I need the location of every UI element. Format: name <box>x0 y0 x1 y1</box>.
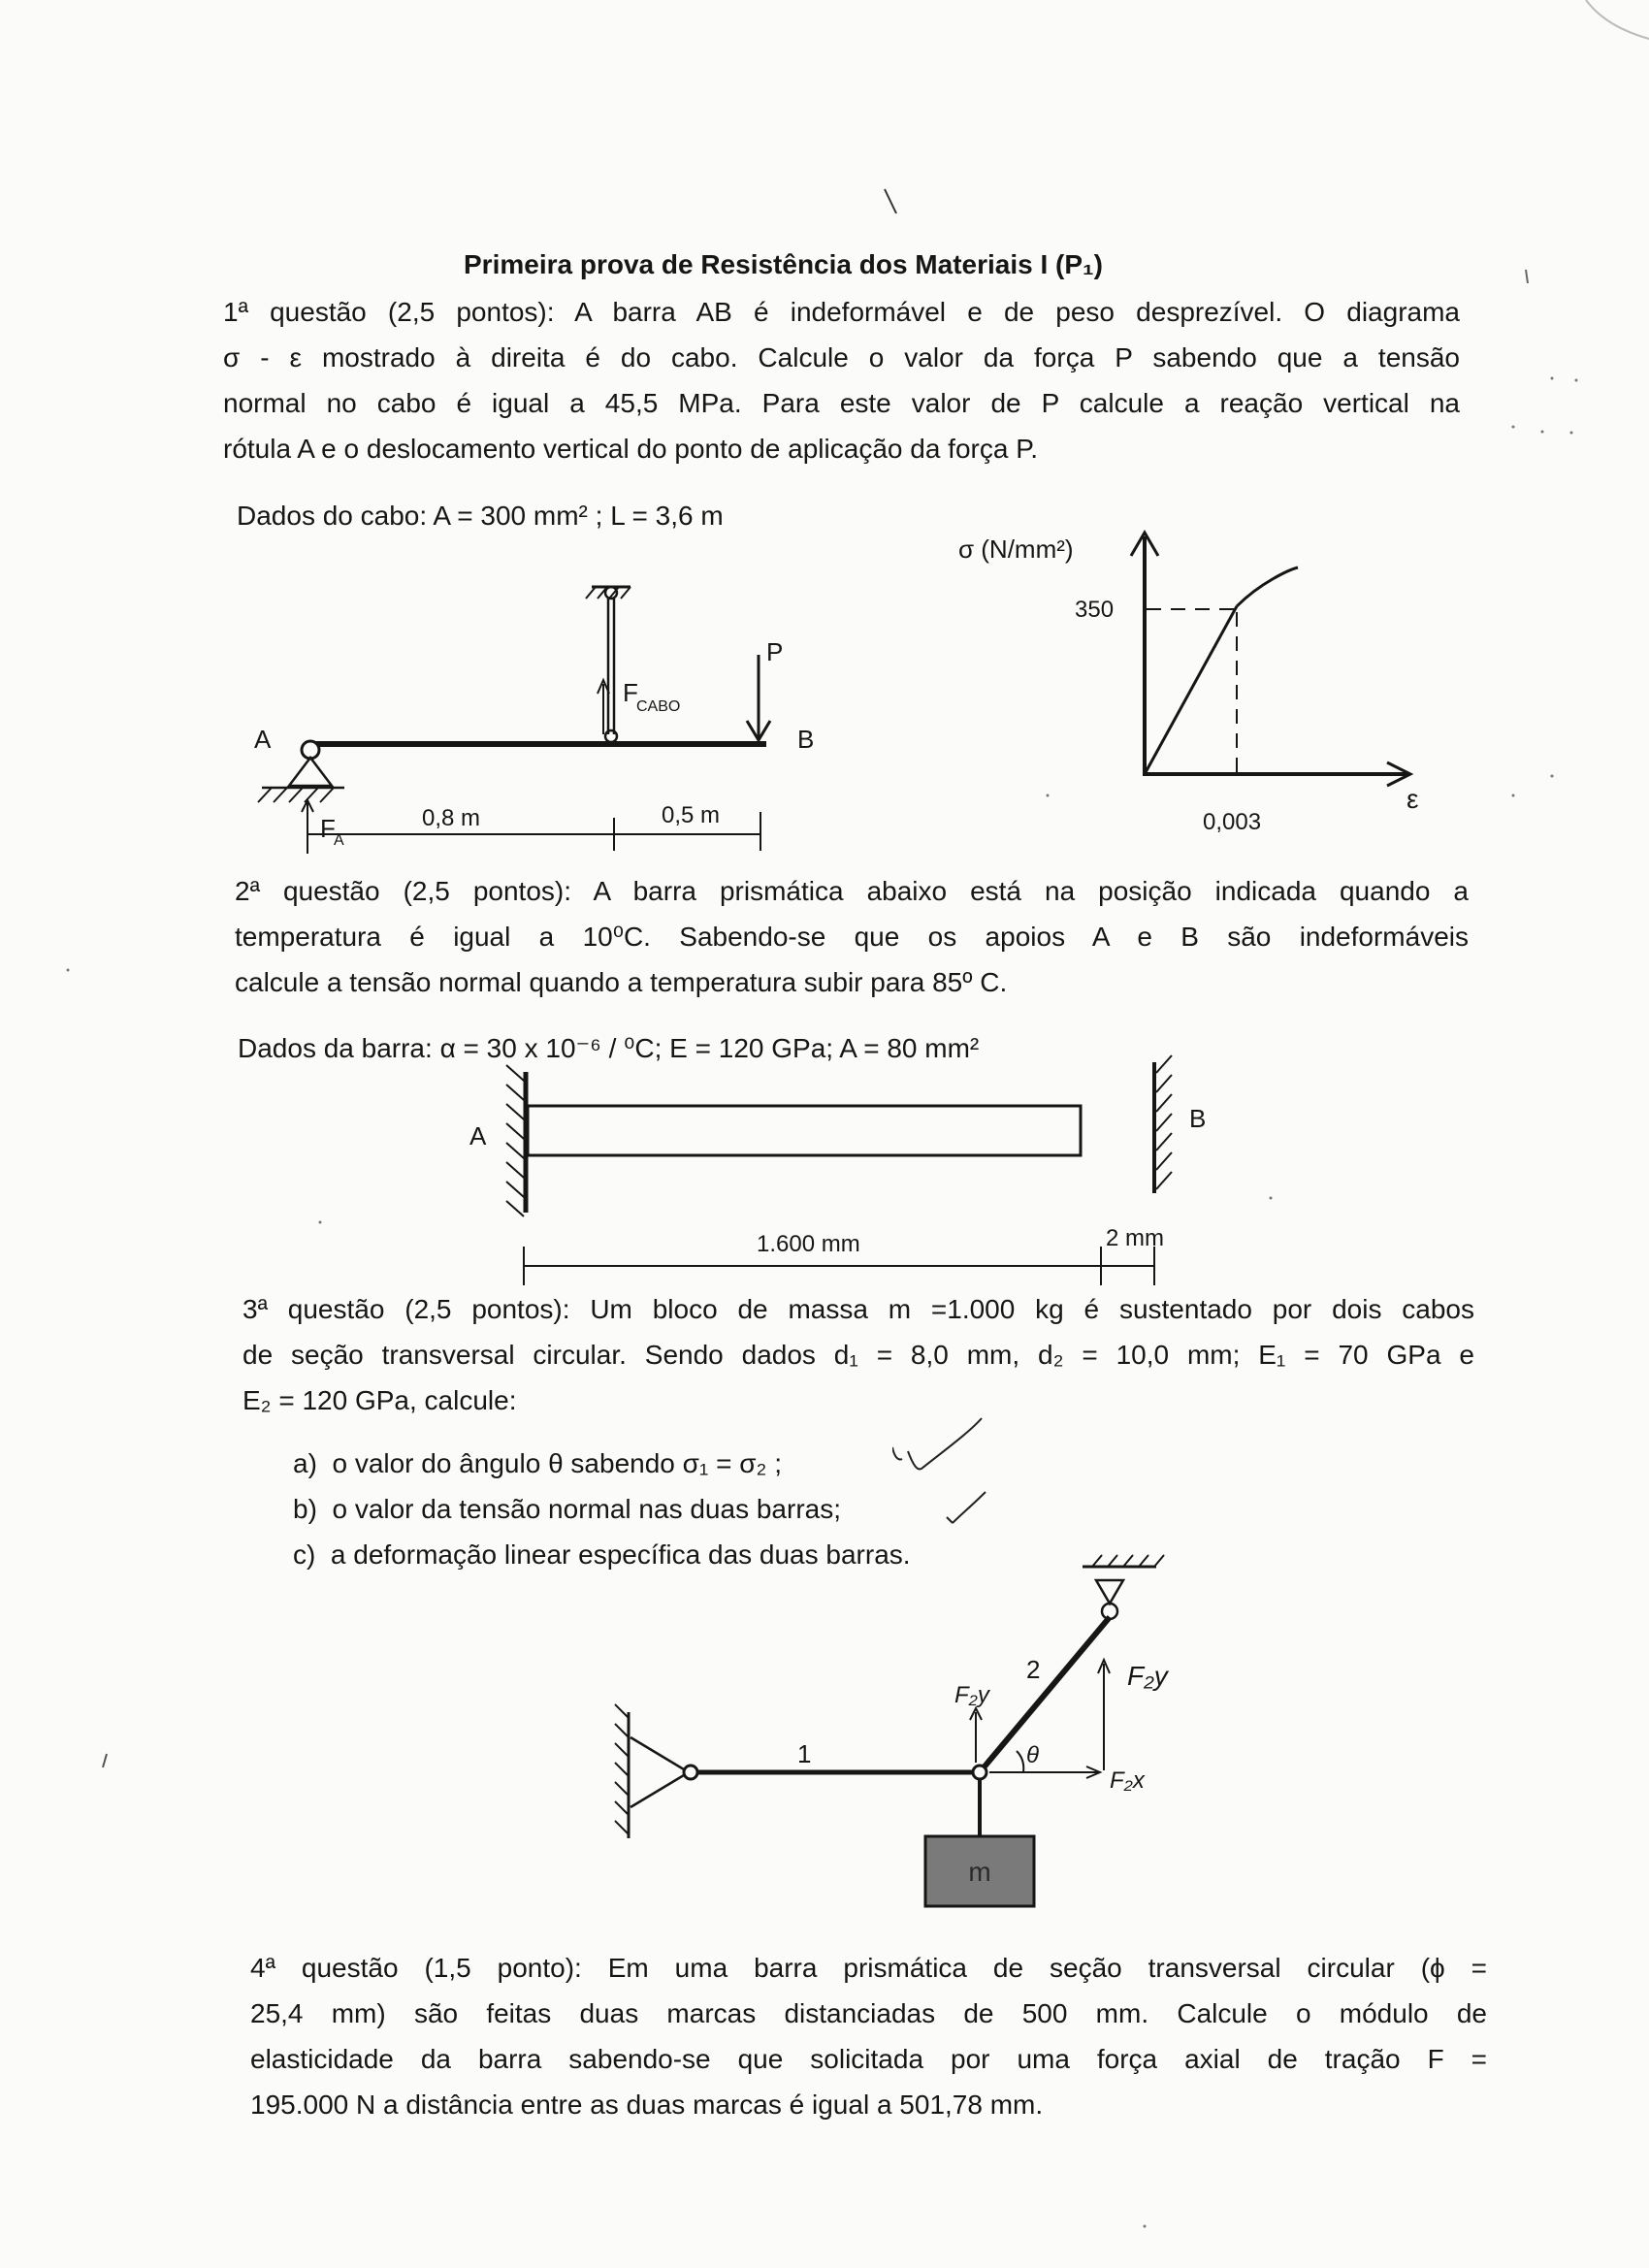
item-letter: b) <box>293 1494 317 1524</box>
item-letter: a) <box>293 1448 317 1478</box>
item-text: o valor do ângulo θ sabendo σ₁ = σ₂ ; <box>332 1448 782 1478</box>
y-axis-label: σ (N/mm²) <box>958 535 1074 564</box>
bar-2-label: 2 <box>1026 1655 1041 1684</box>
force-f2y-right-label: F₂y <box>1127 1661 1168 1691</box>
gap-dimension: 2 mm <box>1106 1225 1164 1251</box>
item-text: a deformação linear específica das duas barras. <box>330 1539 911 1570</box>
reaction-label: F <box>320 814 336 843</box>
x-axis-label: ε <box>1406 784 1419 814</box>
question-3-text <box>242 1286 1474 1423</box>
text-line: 1ª questão (2,5 pontos): A barra AB é indeformável e de peso desprezível. O diagrama <box>223 297 1460 327</box>
text-line: calcule a tensão normal quando a temperatura subir para 85º C. <box>235 967 1008 997</box>
item-letter: c) <box>293 1539 316 1570</box>
bar-1-label: 1 <box>797 1739 812 1768</box>
load-p-label: P <box>766 637 784 666</box>
text-line: elasticidade da barra sabendo-se que solicitada por uma força axial de tração F = <box>250 2044 1487 2074</box>
point-a-label: A <box>254 725 272 754</box>
angle-theta-label: θ <box>1026 1742 1040 1768</box>
text-line: 2ª questão (2,5 pontos): A barra prismática abaixo está na posição indicada quando a <box>235 876 1469 906</box>
question-2-data: Dados da barra: α = 30 x 10⁻⁶ / ⁰C; E = 120 GPa; A = 80 mm² <box>238 1033 980 1063</box>
stress-strain-diagram <box>941 519 1445 844</box>
question-1-text <box>223 289 1460 471</box>
y-tick-value: 350 <box>1075 597 1115 623</box>
text-line: 25,4 mm) são feitas duas marcas distanciadas de 500 mm. Calcule o módulo de <box>250 1998 1487 2028</box>
text-line: temperatura é igual a 10⁰C. Sabendo-se que os apoios A e B são indeformáveis <box>235 922 1469 952</box>
support-a-label: A <box>469 1121 487 1150</box>
dimension-2: 0,5 m <box>662 802 721 828</box>
mass-label: m <box>968 1857 991 1887</box>
text-line: de seção transversal circular. Sendo dados d₁ = 8,0 mm, d₂ = 10,0 mm; E₁ = 70 GPa e <box>242 1340 1474 1370</box>
bar-length-dimension: 1.600 mm <box>757 1231 860 1257</box>
list-item <box>293 1441 911 1486</box>
force-f2y-left-label: F₂y <box>954 1682 989 1708</box>
item-text: o valor da tensão normal nas duas barras; <box>332 1494 841 1524</box>
text-line: normal no cabo é igual a 45,5 MPa. Para este valor de P calcule a reação vertical na <box>223 388 1460 418</box>
cable-force-label: F <box>623 678 638 707</box>
text-line: 3ª questão (2,5 pontos): Um bloco de massa m =1.000 kg é sustentado por dois cabos <box>242 1294 1474 1324</box>
list-item <box>293 1486 911 1532</box>
cables-figure <box>611 1547 1212 1930</box>
text-line: E₂ = 120 GPa, calcule: <box>242 1385 517 1415</box>
support-b-label: B <box>1189 1104 1207 1133</box>
text-line: rótula A e o deslocamento vertical do ponto de aplicação da força P. <box>223 434 1039 464</box>
question-1-data: Dados do cabo: A = 300 mm² ; L = 3,6 m <box>237 501 724 531</box>
bar-figure <box>466 1048 1207 1290</box>
x-tick-value: 0,003 <box>1203 809 1262 835</box>
page-title: Primeira prova de Resistência dos Materiais I (P₁) <box>464 249 1103 279</box>
cable-force-subscript: CABO <box>636 698 681 715</box>
text-line: 4ª questão (1,5 ponto): Em uma barra prismática de seção transversal circular (ϕ = <box>250 1953 1487 1983</box>
question-4-text <box>250 1945 1487 2127</box>
text-line: σ - ε mostrado à direita é do cabo. Calcule o valor da força P sabendo que a tensão <box>223 342 1460 373</box>
dimension-1: 0,8 m <box>422 805 481 831</box>
text-line: 195.000 N a distância entre as duas marcas é igual a 501,78 mm. <box>250 2090 1044 2120</box>
point-b-label: B <box>797 725 815 754</box>
question-2-text <box>235 868 1469 1005</box>
reaction-subscript: A <box>334 832 344 849</box>
check-marks <box>892 1407 1009 1533</box>
beam-figure <box>242 558 824 878</box>
force-f2x-label: F₂x <box>1110 1767 1145 1794</box>
